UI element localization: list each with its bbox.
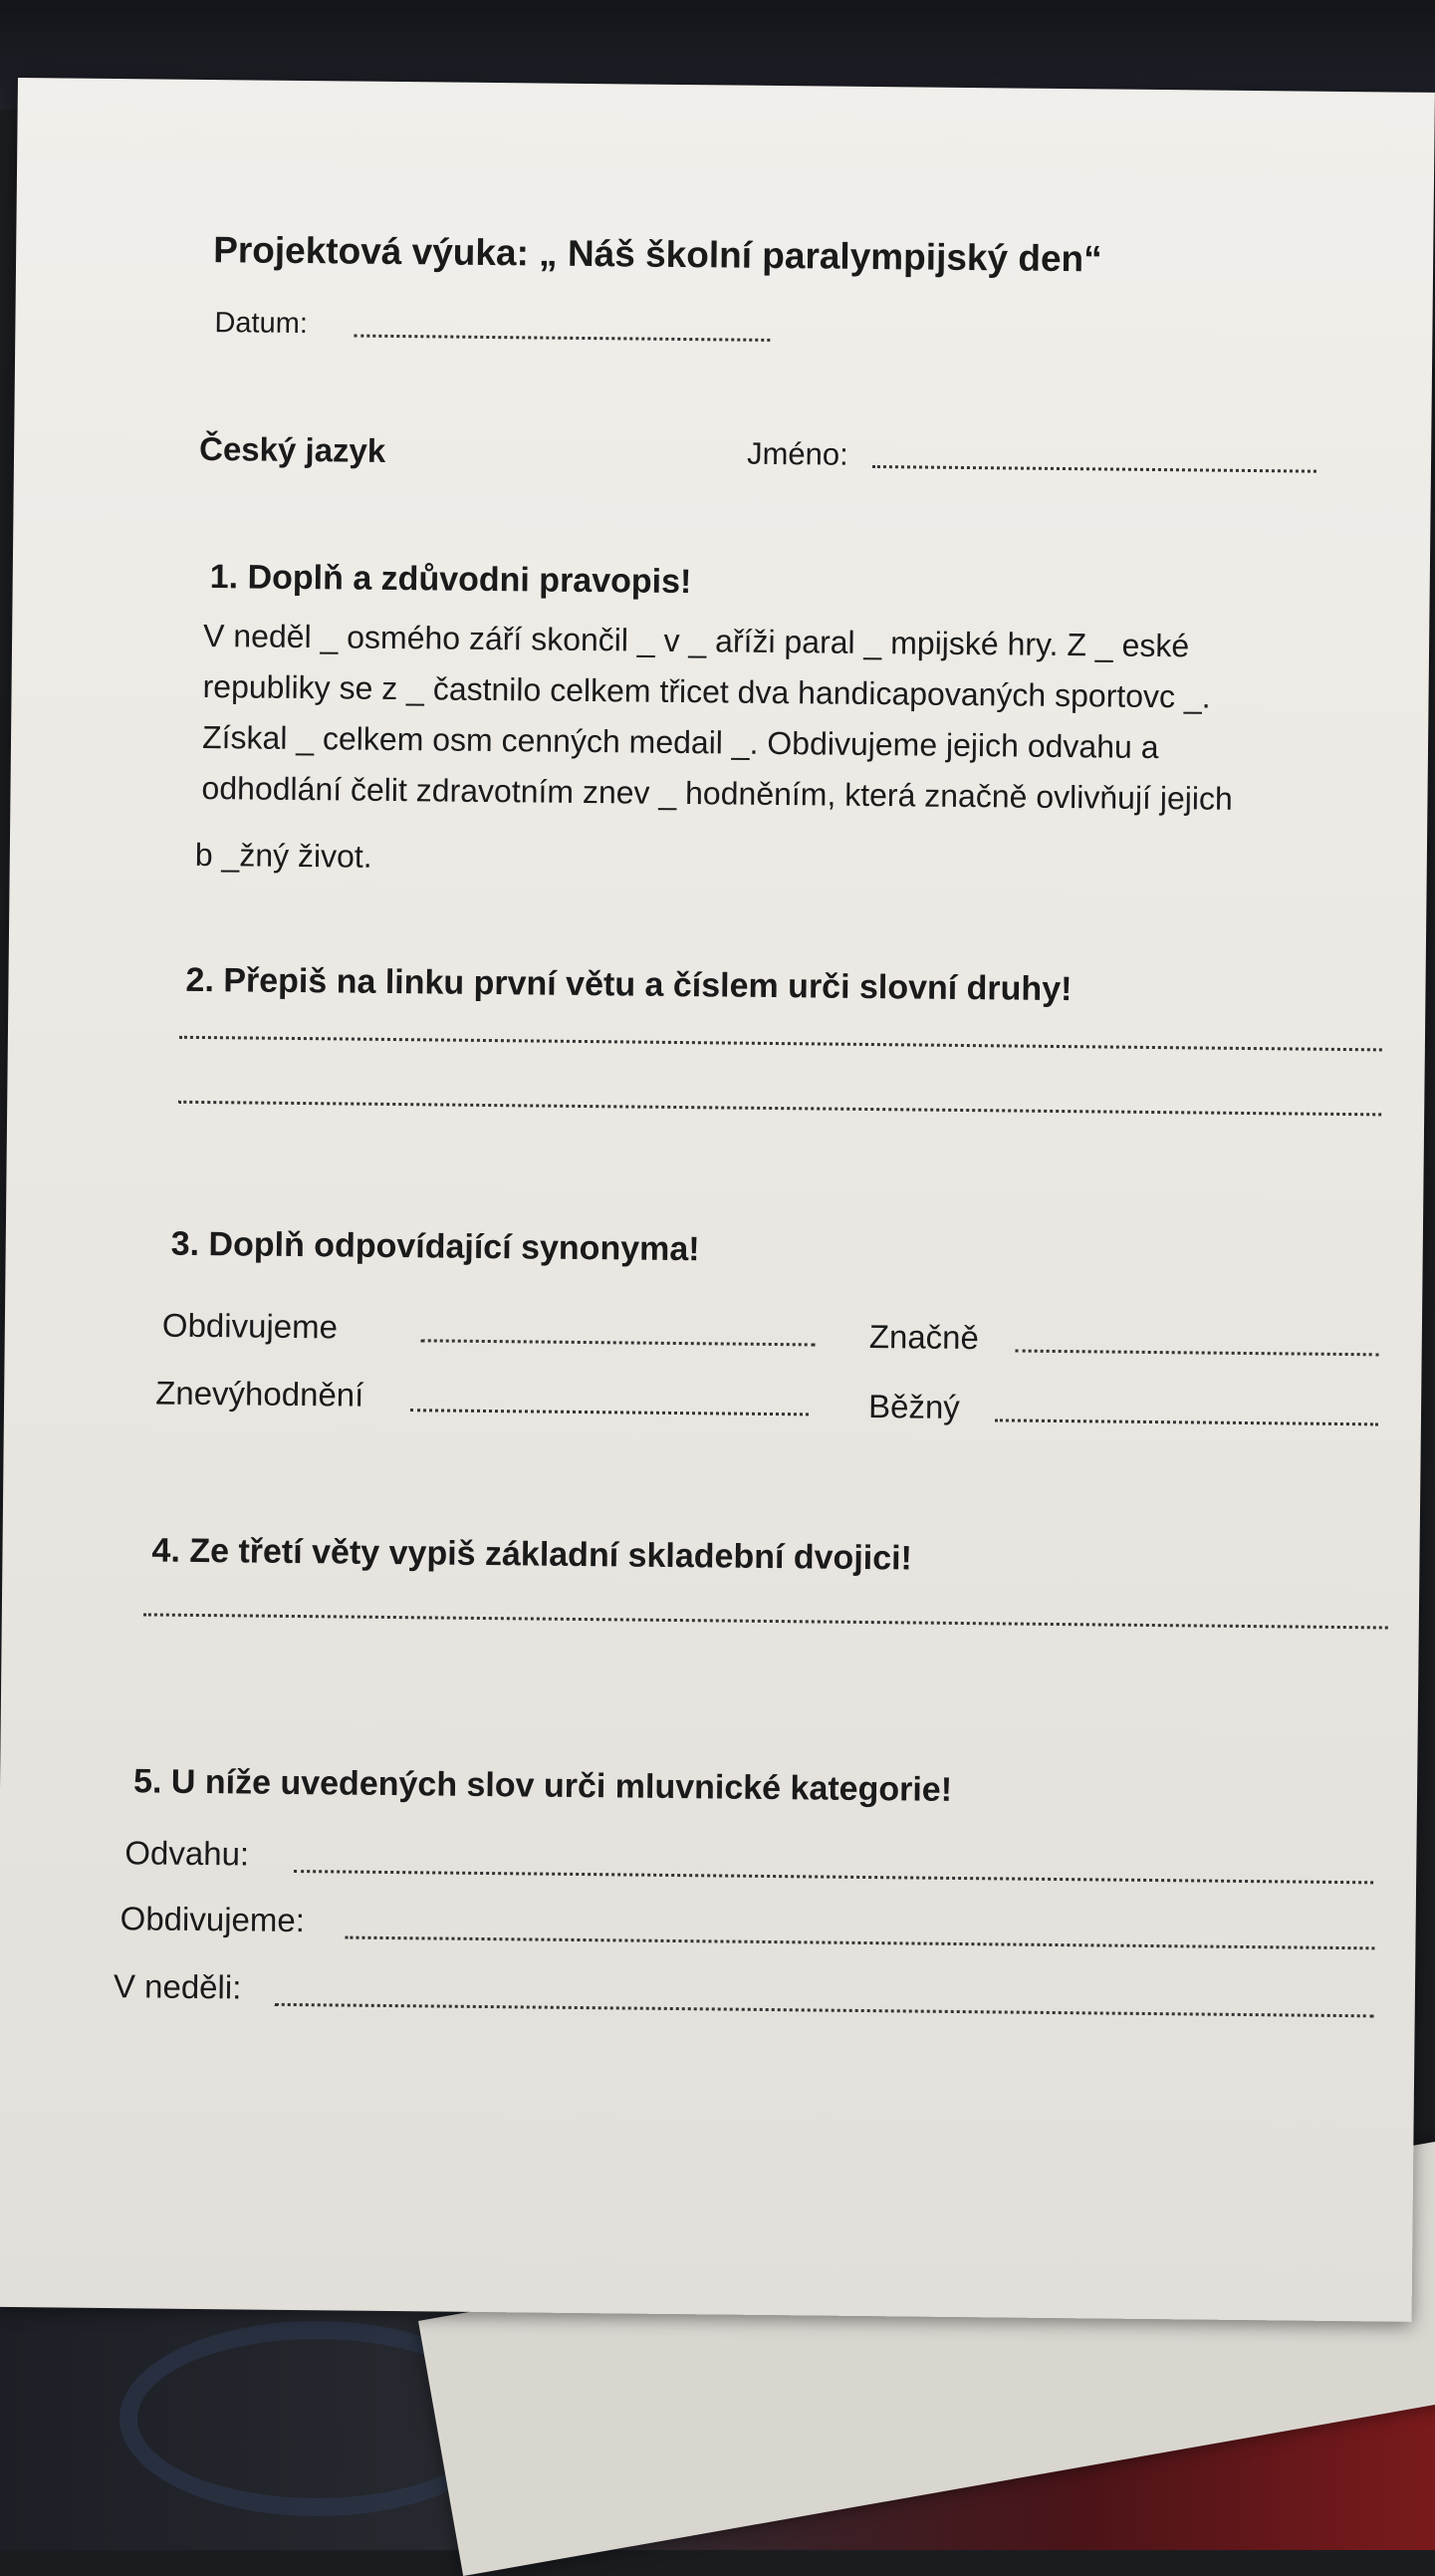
grammar-label-obdivujeme: Obdivujeme:: [120, 1900, 306, 1939]
grammar-field-obdivujeme[interactable]: [345, 1936, 1374, 1950]
task3-heading: 3. Doplň odpovídající synonyma!: [170, 1224, 700, 1269]
task2-heading: 2. Přepiš na linku první větu a číslem urči slovní druhy!: [185, 960, 1073, 1009]
task4-answer-line[interactable]: [143, 1613, 1388, 1629]
task1-line-3: Získal _ celkem osm cenných medail _. Obdivujeme jejich odvahu a: [201, 718, 1159, 766]
grammar-field-odvahu[interactable]: [294, 1870, 1373, 1884]
synonym-field-znacne[interactable]: [1016, 1350, 1379, 1357]
task4-heading: 4. Ze třetí věty vypiš základní skladební dvojici!: [151, 1531, 913, 1578]
task1-line-2: republiky se z _ častnilo celkem třicet dva handicapovaných sportovc _.: [202, 667, 1211, 715]
task1-heading: 1. Doplň a zdůvodni pravopis!: [209, 558, 692, 602]
task2-answer-line-1[interactable]: [179, 1036, 1382, 1052]
synonym-field-obdivujeme[interactable]: [421, 1339, 816, 1346]
grammar-field-v-nedeli[interactable]: [275, 2003, 1374, 2018]
synonym-label-znacne: Značně: [868, 1318, 980, 1357]
date-field[interactable]: [354, 335, 770, 342]
synonym-field-znevyhodneni[interactable]: [410, 1409, 809, 1416]
task1-line-4: odhodlání čelit zdravotním znev _ hodněním, která značně ovlivňují jejich: [201, 769, 1233, 817]
name-label: Jméno:: [746, 435, 848, 472]
subject-label: Český jazyk: [198, 429, 386, 469]
grammar-label-odvahu: Odvahu:: [124, 1834, 250, 1873]
synonym-field-bezny[interactable]: [995, 1418, 1378, 1425]
synonym-label-obdivujeme: Obdivujeme: [161, 1306, 339, 1346]
date-label: Datum:: [214, 307, 309, 341]
grammar-label-v-nedeli: V neděli:: [113, 1967, 242, 2006]
task5-heading: 5. U níže uvedených slov urči mluvnické kategorie!: [132, 1762, 953, 1809]
name-field[interactable]: [872, 465, 1316, 473]
task1-line-5: b _žný život.: [194, 836, 372, 875]
worksheet-title: Projektová výuka: „ Náš školní paralympijský den“: [212, 229, 1102, 280]
worksheet-paper: [0, 78, 1435, 2322]
task1-line-1: V neděl _ osmého září skončil _ v _ aříži paral _ mpijské hry. Z _ eské: [202, 617, 1190, 664]
synonym-label-znevyhodneni: Znevýhodnění: [154, 1374, 364, 1414]
task2-answer-line-2[interactable]: [178, 1101, 1381, 1117]
synonym-label-bezny: Běžný: [867, 1388, 960, 1425]
